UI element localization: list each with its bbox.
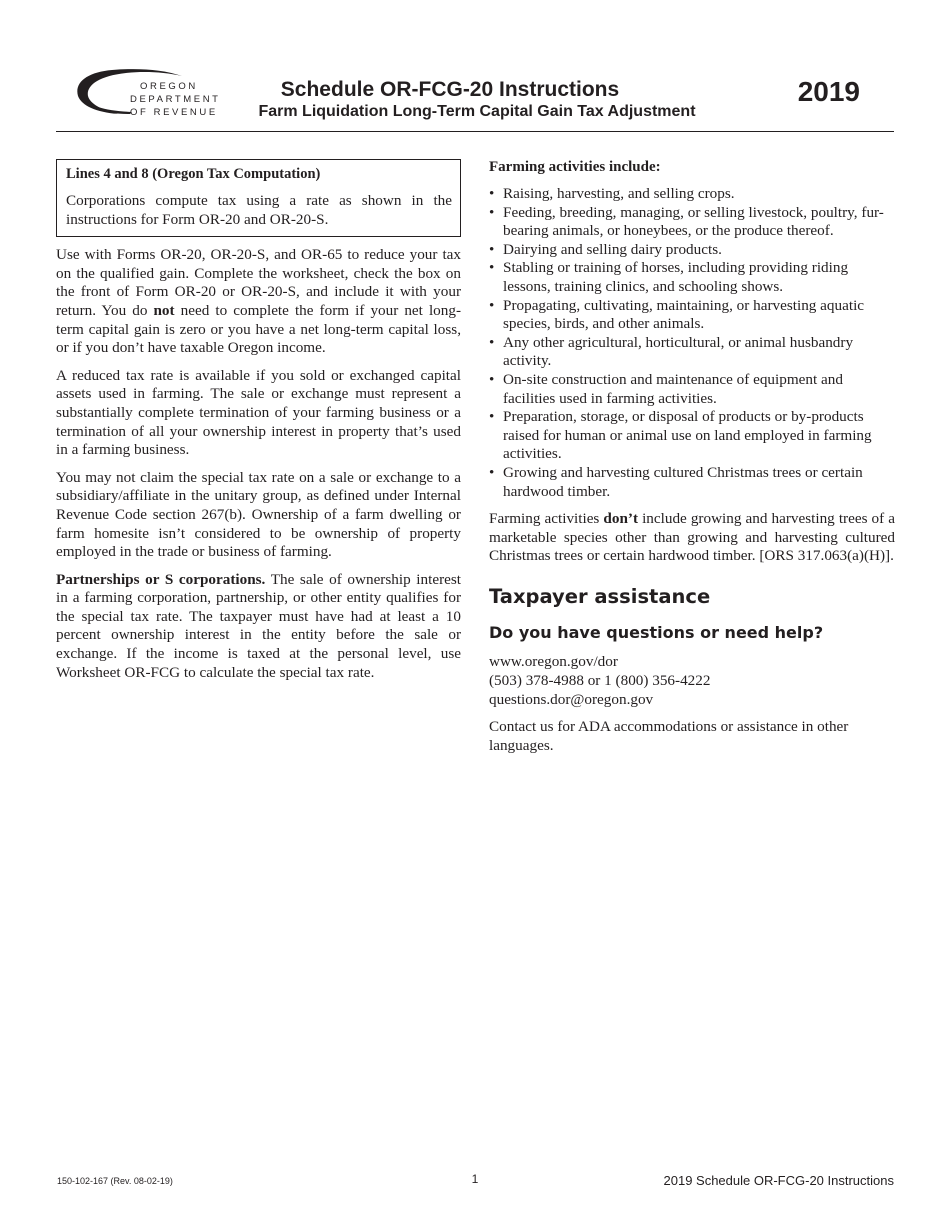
document-title: Schedule OR-FCG-20 Instructions xyxy=(280,78,620,101)
document-subtitle: Farm Liquidation Long-Term Capital Gain Tax Adjustment xyxy=(258,103,696,120)
list-item: • Growing and harvesting cultured Christmas trees or certain hardwood timber. xyxy=(489,463,863,500)
logo-text-department: DEPARTMENT xyxy=(130,94,221,105)
footer-document-title: 2019 Schedule OR-FCG-20 Instructions xyxy=(663,1173,894,1188)
list-item-text: Preparation, storage, or disposal of products or by-products raised for human or animal use on land employed in farming activities. xyxy=(503,408,872,463)
partnerships-heading: Partnerships or S corporations. xyxy=(56,570,266,588)
partnerships-paragraph xyxy=(56,571,461,683)
right-column xyxy=(489,158,895,765)
contact-info xyxy=(489,652,895,710)
page-number: 1 xyxy=(471,1172,479,1186)
list-item: • Preparation, storage, or disposal of products or by-products raised for human or animal use on land employed in farming activities. xyxy=(489,408,872,463)
ada-note: Contact us for ADA accommodations or assistance in other languages. xyxy=(489,718,849,755)
logo-text-oregon: OREGON xyxy=(140,81,198,92)
intro-text-end: need to complete the form if your net long-term capital gain is zero or you have a net long-term capital loss, or if you don’t have taxable Oregon income. xyxy=(56,301,462,357)
taxpayer-assistance-heading: Taxpayer assistance xyxy=(489,584,711,608)
tax-year: 2019 xyxy=(797,76,860,107)
form-revision-number: 150-102-167 (Rev. 08-02-19) xyxy=(57,1176,173,1186)
logo-text-of-revenue: OF REVENUE xyxy=(130,107,218,118)
phone-numbers: (503) 378-4988 or 1 (800) 356-4222 xyxy=(489,672,711,690)
farming-exclusion-paragraph xyxy=(489,510,895,566)
oregon-dor-logo xyxy=(74,66,234,122)
tax-computation-box xyxy=(56,159,461,237)
tax-computation-box-text: Corporations compute tax using a rate as shown in the instructions for Form OR-20 and OR-20-S. xyxy=(66,192,452,228)
list-item: • Stabling or training of horses, including providing riding lessons, training clinics, and schooling shows. xyxy=(489,259,849,295)
list-item-text: Growing and harvesting cultured Christmas trees or certain hardwood timber. xyxy=(503,463,863,500)
left-column xyxy=(56,159,461,691)
list-item-text: Propagating, cultivating, maintaining, or harvesting aquatic species, birds, and other animals. xyxy=(503,296,865,333)
intro-text-start: Use with Forms OR-20, OR-20-S, and OR-65 to reduce your tax on the qualified gain. Complete the worksheet, check the box on the front of Form OR-20 or OR-20-S, and include it with your return. You do xyxy=(56,246,461,319)
intro-emphasis: not xyxy=(153,301,175,319)
list-item-text: On-site construction and maintenance of equipment and facilities used in farming activities. xyxy=(503,370,843,407)
intro-paragraph xyxy=(56,246,461,358)
list-item-text: Stabling or training of horses, including providing riding lessons, training clinics, and schooling shows. xyxy=(503,259,849,295)
partnerships-text: The sale of ownership interest in a farming corporation, partnership, or other entity qualifies for the special tax rate. The taxpayer must have had at least a 10 percent ownership interest in the entity before the sale or exchange. If the income is taxed at the personal level, use Worksheet OR-FCG to calculate the special tax rate. xyxy=(56,570,461,681)
exclusion-text-end: include growing and harvesting trees of a marketable species other than growing and harvesting cultured Christmas trees or certain hardwood timber. [ORS 317.063(a)(H)]. xyxy=(489,510,895,565)
list-item-text: Feeding, breeding, managing, or selling livestock, poultry, fur-bearing animals, or honeybees, or the produce thereof. xyxy=(503,203,884,240)
website-link[interactable]: www.oregon.gov/dor xyxy=(489,652,618,670)
exclusion-text-start: Farming activities xyxy=(489,510,604,528)
exclusion-emphasis: don’t xyxy=(603,510,639,528)
farming-activities-heading: Farming activities include: xyxy=(489,159,661,175)
list-item: • Raising, harvesting, and selling crops. xyxy=(489,185,735,202)
questions-subheading: Do you have questions or need help? xyxy=(489,622,824,642)
reduced-rate-paragraph: A reduced tax rate is available if you sold or exchanged capital assets used in farming. The sale or exchange must represent a substantially complete termination of your farming business or a termination of all your ownership interest in property that’s used in a farming business. xyxy=(56,366,461,459)
list-item-text: Dairying and selling dairy products. xyxy=(503,240,722,258)
list-item: • Dairying and selling dairy products. xyxy=(489,240,722,258)
list-item-text: Any other agricultural, horticultural, or animal husbandry activity. xyxy=(503,333,854,370)
list-item: • Propagating, cultivating, maintaining, or harvesting aquatic species, birds, and other animals. xyxy=(489,296,865,333)
farming-activities-list xyxy=(489,185,895,501)
list-item: • Any other agricultural, horticultural, or animal husbandry activity. xyxy=(489,333,854,370)
tax-computation-box-title: Lines 4 and 8 (Oregon Tax Computation) xyxy=(66,166,321,182)
list-item: • On-site construction and maintenance of equipment and facilities used in farming activities. xyxy=(489,370,843,407)
header-divider xyxy=(56,131,894,132)
email-link[interactable]: questions.dor@oregon.gov xyxy=(489,691,654,709)
list-item-text: Raising, harvesting, and selling crops. xyxy=(503,185,735,202)
list-item: • Feeding, breeding, managing, or selling livestock, poultry, fur-bearing animals, or honeybees, or the produce thereof. xyxy=(489,203,884,240)
special-rate-restriction-paragraph: You may not claim the special tax rate on a sale or exchange to a subsidiary/affiliate in the unitary group, as defined under Internal Revenue Code section 267(b). Ownership of a farm dwelling or farm homesite isn’t considered to be ownership of property employed in the trade or business of farming. xyxy=(56,468,461,561)
